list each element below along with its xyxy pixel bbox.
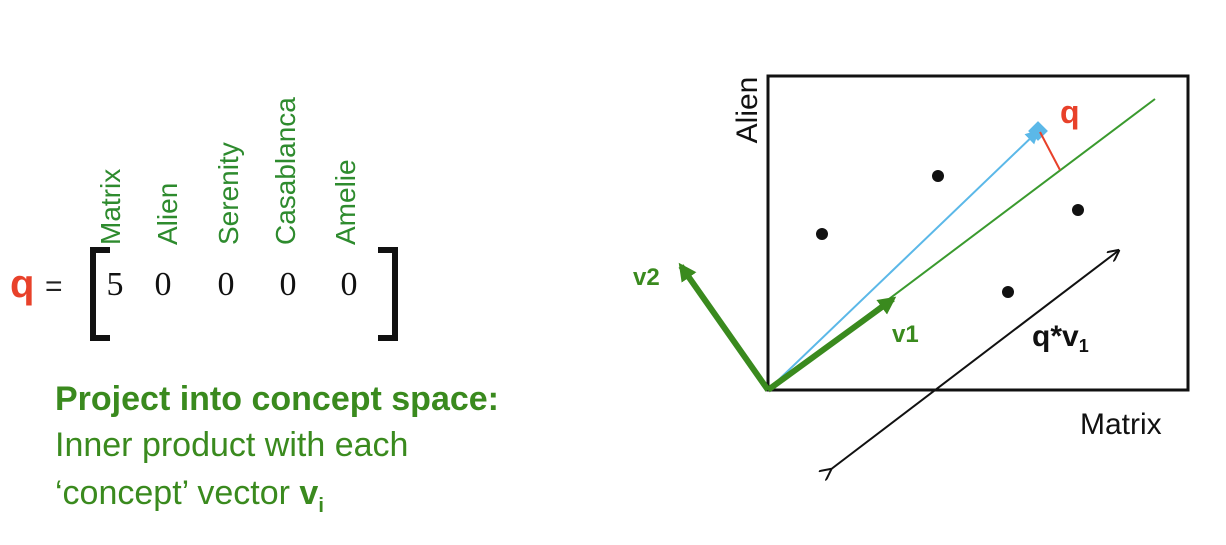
data-point [816, 228, 828, 240]
projection-label-main: q*v [1032, 320, 1079, 353]
v2-label: v2 [633, 264, 660, 291]
projection-residual-line [1040, 132, 1060, 170]
concept-vector-subscript: i [318, 494, 324, 517]
y-axis-label: Alien [731, 76, 764, 144]
column-label-alien: Alien [152, 182, 183, 245]
column-label-matrix: Matrix [95, 168, 126, 245]
value-alien: 0 [154, 266, 172, 303]
equals-sign: = [45, 270, 63, 303]
v1-arrow [768, 299, 893, 390]
v1-label: v1 [892, 321, 919, 348]
explanation-line-2-prefix: ‘concept’ vector [55, 474, 300, 512]
projection-label [1032, 320, 1089, 356]
x-axis-label: Matrix [1080, 408, 1162, 441]
plot-q-label: q [1060, 94, 1080, 130]
query-vector-label: q [10, 262, 35, 306]
projection-label-subscript: 1 [1078, 336, 1089, 356]
value-serenity: 0 [217, 266, 235, 303]
query-vector-arrow [768, 131, 1038, 390]
v2-arrow [681, 266, 768, 390]
column-label-amelie: Amelie [330, 159, 361, 245]
data-point [932, 170, 944, 182]
value-matrix: 5 [106, 266, 124, 303]
data-point [1002, 286, 1014, 298]
column-label-serenity: Serenity [213, 142, 244, 245]
concept-vector-symbol: v [299, 474, 319, 512]
column-label-casablanca: Casablanca [270, 97, 301, 245]
projection-double-arrow [830, 251, 1118, 470]
explanation-line-1: Inner product with each [55, 426, 409, 464]
value-casablanca: 0 [279, 266, 297, 303]
explanation-heading: Project into concept space: [55, 380, 499, 418]
value-amelie: 0 [340, 266, 358, 303]
data-point [1072, 204, 1084, 216]
